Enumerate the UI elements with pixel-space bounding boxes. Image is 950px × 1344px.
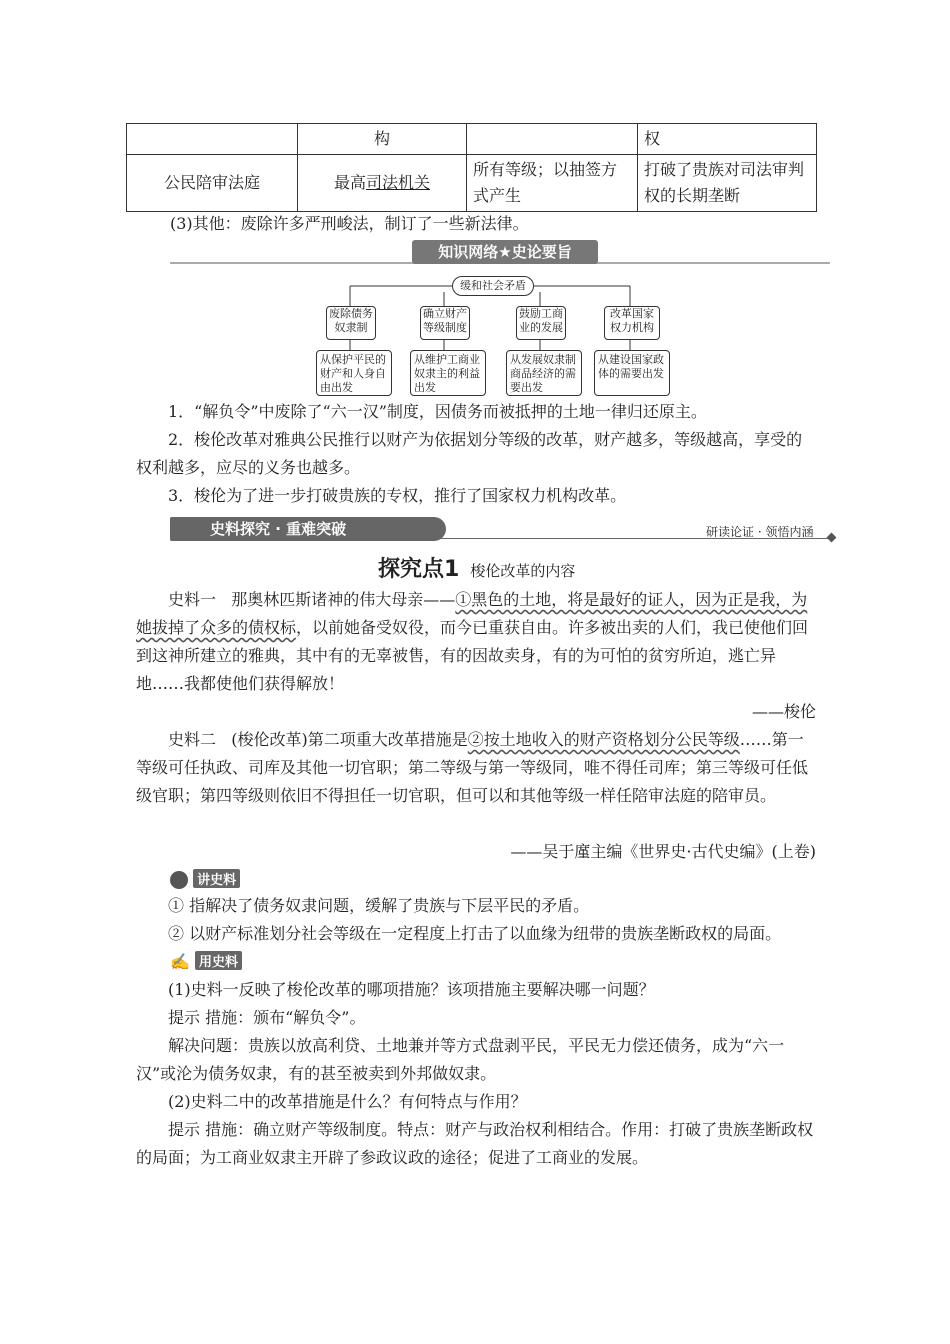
explain-item: ① 指解决了债务奴隶问题，缓解了贵族与下层平民的矛盾。 [168, 896, 590, 915]
source-two [136, 726, 816, 810]
source-citation: ——吴于廑主编《世界史·古代史编》(上卷) [510, 842, 816, 861]
table-cell: 权 [638, 124, 817, 155]
section-title [378, 552, 575, 583]
mindmap-source: 从建设国家政体的需要出发 [594, 350, 670, 396]
pen-icon: ✍ [170, 952, 190, 971]
banner-subtitle: 研读论证 · 领悟内涵 [706, 525, 814, 539]
summary-point: 1．“解负令”中废除了“六一汉”制度，因债务而被抵押的土地一律归还原主。 [168, 402, 707, 421]
use-tag: 用史料 [195, 951, 242, 970]
marked-text: ②按土地收入的财产资格划分公民等级 [467, 730, 740, 749]
source-text: ……第一等级可任执政、司库及其他一切官职；第二等级与第一等级同，唯不得任司库；第三等级可任低级官职；第四等级则依旧不得担任一切官职，但可以和其他等级一样任陪审法庭的陪审员。 [136, 730, 809, 805]
mindmap-branch: 改革国家权力机构 [604, 306, 660, 340]
hint: 提示 措施：确立财产等级制度。特点：财产与政治权利相结合。作用：打破了贵族垄断政权的局面；为工商业奴隶主开辟了参政议政的途径；促进了工商业的发展。 [136, 1120, 814, 1167]
table-row [127, 155, 817, 212]
question: (2)史料二中的改革措施是什么？有何特点与作用？ [168, 1092, 527, 1111]
source-text: ，以前她备受奴役，而今已重获自由。许多被出卖的人们，我已使他们回到这神所建立的雅典，其中有的无辜被售，有的因故卖身，有的为可怕的贫穷所迫，逃亡异地……我都使他们获得解放！ [136, 618, 809, 693]
source-text: (梭伦改革)第二项重大改革措施是 [231, 730, 468, 749]
diamond-icon [827, 533, 837, 543]
explain-tag: 讲史料 [193, 869, 240, 888]
mindmap-branch: 确立财产等级制度 [420, 306, 470, 340]
answer: 解决问题：贵族以放高利贷、土地兼并等方式盘剥平民，平民无力偿还债务，成为“六一汉”或沦为债务奴隶，有的甚至被卖到外邦做奴隶。 [136, 1036, 785, 1083]
table-cell [298, 155, 467, 212]
source-text: 那奥林匹斯诸神的伟大母亲—— [231, 590, 456, 609]
summary-point: 3．梭伦为了进一步打破贵族的专权，推行了国家权力机构改革。 [168, 486, 627, 505]
mindmap-source: 从发展奴隶制商品经济的需要出发 [506, 350, 582, 396]
mindmap-branch: 废除债务奴隶制 [326, 306, 376, 340]
source-label: 史料一 [168, 590, 217, 609]
section-banner-knowledge: 知识网络★史论要旨 [412, 240, 598, 264]
explain-item: ② 以财产标准划分社会等级在一定程度上打击了以血缘为纽带的贵族垄断政权的局面。 [168, 924, 782, 943]
table-cell [127, 124, 298, 155]
reform-table [126, 123, 817, 212]
cell-text: 最高 [333, 173, 366, 192]
hint: 提示 措施：颁布“解负令”。 [168, 1008, 366, 1027]
source-citation: ——梭伦 [751, 702, 816, 721]
use-header [170, 951, 242, 971]
source-label: 史料二 [168, 730, 217, 749]
source-one [136, 586, 816, 698]
mindmap-source: 从保护平民的财产和人身自由出发 [316, 350, 392, 396]
table-row [127, 124, 817, 155]
table-cell: 打破了贵族对司法审判权的长期垄断 [638, 155, 817, 212]
marked-text: ①黑色的土地，将是最好的证人，因为正是我，为她拔掉了众多的债权标 [136, 590, 808, 637]
underlined-term: 司法机关 [366, 173, 431, 192]
mindmap-root: 缓和社会矛盾 [452, 276, 534, 296]
table-cell [467, 124, 638, 155]
explain-header [170, 869, 240, 889]
table-cell: 公民陪审法庭 [127, 155, 298, 212]
mindmap-source: 从维护工商业奴隶主的利益出发 [410, 350, 486, 396]
question: (1)史料一反映了梭伦改革的哪项措施？该项措施主要解决哪一问题？ [168, 980, 655, 999]
section-banner-explore: 史料探究 · 重难突破 [170, 517, 446, 541]
table-cell: 构 [298, 124, 467, 155]
mindmap-branch: 鼓励工商业的发展 [516, 306, 566, 340]
section-title-sub: 梭伦改革的内容 [470, 562, 576, 580]
summary-point: 2．梭伦改革对雅典公民推行以财产为依据划分等级的改革，财产越多，等级越高，享受的权利越多，应尽的义务也越多。 [136, 430, 803, 477]
section-title-main: 探究点1 [378, 557, 460, 582]
teacher-icon [170, 871, 188, 889]
table-cell: 所有等级；以抽签方式产生 [467, 155, 638, 212]
other-measures-line: (3)其他：废除许多严刑峻法，制订了一些新法律。 [170, 214, 529, 233]
